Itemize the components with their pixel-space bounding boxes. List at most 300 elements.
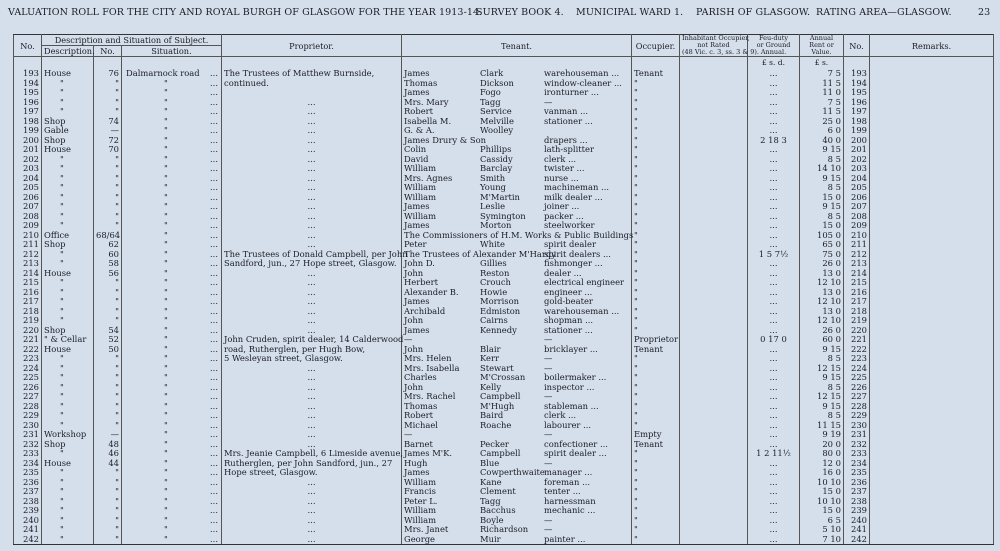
row-occupier: Tenant — [632, 440, 680, 450]
tenant-occupation: drapers ... — [544, 134, 588, 145]
tenant-forename: Isabella M. — [404, 115, 452, 126]
tenant-occupation: mechanic ... — [544, 505, 596, 515]
row-description: " — [42, 316, 94, 326]
situation-dots: ... — [210, 182, 218, 192]
tenant-occupation: gold-beater — [544, 296, 593, 306]
feu-units: £ s. d. — [748, 57, 800, 70]
row-situation — [122, 278, 222, 288]
row-situation — [122, 440, 222, 450]
row-number-right: 214 — [844, 269, 870, 279]
row-feu-duty: ... — [748, 117, 800, 127]
tenant-forename: Barnet — [404, 438, 433, 449]
row-occupier: " — [632, 459, 680, 469]
row-description: " — [42, 373, 94, 383]
row-situation — [122, 402, 222, 412]
row-remarks — [870, 335, 994, 345]
row-annual-rent: 12 10 — [800, 278, 844, 288]
row-inhabitant — [680, 297, 748, 307]
tenant-surname: Campbell — [480, 448, 521, 458]
row-street-number: 74 — [94, 117, 122, 127]
row-street-number: " — [94, 421, 122, 431]
row-description: " — [42, 250, 94, 260]
row-remarks — [870, 117, 994, 127]
row-description: " — [42, 288, 94, 298]
col-proprietor: Proprietor. — [222, 35, 402, 57]
row-feu-duty: ... — [748, 79, 800, 89]
row-number-right: 215 — [844, 278, 870, 288]
row-street-number: 44 — [94, 459, 122, 469]
tenant-surname: Smith — [480, 172, 506, 183]
tenant-occupation: tenter ... — [544, 486, 581, 496]
row-number-right: 199 — [844, 126, 870, 136]
row-situation — [122, 164, 222, 174]
situation-text: " — [164, 248, 168, 259]
row-feu-duty: ... — [748, 316, 800, 326]
row-inhabitant — [680, 478, 748, 488]
situation-text: " — [164, 495, 168, 506]
row-inhabitant — [680, 193, 748, 203]
row-situation — [122, 69, 222, 79]
tenant-occupation: nurse ... — [544, 172, 579, 183]
row-number-right: 201 — [844, 145, 870, 155]
row-remarks — [870, 449, 994, 459]
situation-dots: ... — [210, 77, 218, 88]
row-feu-duty: ... — [748, 411, 800, 421]
tenant-surname: Baird — [480, 410, 504, 420]
tenant-forename: Francis — [404, 486, 436, 496]
row-situation — [122, 335, 222, 345]
row-occupier: Tenant — [632, 69, 680, 79]
row-inhabitant — [680, 136, 748, 146]
tenant-forename: John — [404, 267, 424, 278]
situation-dots: ... — [210, 87, 218, 97]
row-tenant — [402, 468, 632, 478]
row-proprietor: ... — [222, 373, 402, 383]
situation-text: " — [164, 182, 168, 192]
tenant-occupation: boilermaker ... — [544, 372, 607, 382]
table-row — [14, 487, 994, 497]
tenant-occupation: dealer ... — [544, 267, 582, 278]
tenant-forename: John D. — [404, 258, 435, 268]
situation-text: " — [164, 514, 168, 525]
tenant-surname: Tagg — [480, 96, 501, 107]
row-situation — [122, 126, 222, 136]
row-remarks — [870, 98, 994, 108]
row-street-number: " — [94, 402, 122, 412]
row-description: Shop — [42, 240, 94, 250]
row-remarks — [870, 269, 994, 279]
row-proprietor: ... — [222, 440, 402, 450]
tenant-occupation: joiner ... — [544, 201, 580, 211]
row-street-number: " — [94, 364, 122, 374]
row-tenant — [402, 535, 632, 545]
tenant-surname: M'Martin — [480, 191, 520, 202]
row-situation — [122, 316, 222, 326]
situation-dots: ... — [210, 134, 218, 145]
valuation-roll-table — [13, 34, 994, 545]
row-description: " — [42, 487, 94, 497]
row-occupier: " — [632, 136, 680, 146]
row-description: House — [42, 145, 94, 155]
row-remarks — [870, 174, 994, 184]
row-remarks — [870, 307, 994, 317]
row-occupier: " — [632, 354, 680, 364]
row-street-number: " — [94, 383, 122, 393]
row-street-number: 58 — [94, 259, 122, 269]
row-feu-duty: ... — [748, 535, 800, 545]
row-remarks — [870, 126, 994, 136]
situation-text: " — [164, 87, 168, 97]
situation-dots: ... — [210, 305, 218, 316]
row-occupier: " — [632, 88, 680, 98]
tenant-forename: Charles — [404, 372, 437, 382]
row-annual-rent: 8 5 — [800, 212, 844, 222]
row-feu-duty: ... — [748, 183, 800, 193]
row-description: " & Cellar — [42, 335, 94, 345]
situation-dots: ... — [210, 467, 218, 477]
situation-dots: ... — [210, 410, 218, 420]
row-number-right: 237 — [844, 487, 870, 497]
situation-text: " — [164, 96, 168, 107]
row-street-number: " — [94, 468, 122, 478]
row-remarks — [870, 430, 994, 440]
tenant-surname: Reston — [480, 267, 510, 278]
row-number: 212 — [14, 250, 42, 260]
row-remarks — [870, 354, 994, 364]
tenant-surname: White — [480, 239, 506, 249]
situation-dots: ... — [210, 448, 218, 458]
situation-dots: ... — [210, 286, 218, 297]
row-number: 226 — [14, 383, 42, 393]
tenant-surname: Edmiston — [480, 305, 521, 316]
situation-dots: ... — [210, 248, 218, 259]
roll-title: VALUATION ROLL FOR THE CITY AND ROYAL BURGH OF GLASGOW FOR THE YEAR 1913-14. — [8, 7, 483, 18]
row-situation — [122, 98, 222, 108]
row-situation — [122, 250, 222, 260]
row-inhabitant — [680, 107, 748, 117]
feu-line-2: or Ground — [756, 41, 791, 49]
row-situation — [122, 117, 222, 127]
row-annual-rent: 9 19 — [800, 430, 844, 440]
row-occupier: " — [632, 402, 680, 412]
survey-book: SURVEY BOOK 4. — [476, 7, 564, 18]
row-number: 242 — [14, 535, 42, 545]
row-description: " — [42, 525, 94, 535]
row-situation — [122, 430, 222, 440]
table-row — [14, 402, 994, 412]
row-annual-rent: 12 10 — [800, 297, 844, 307]
row-description: " — [42, 478, 94, 488]
row-number: 220 — [14, 326, 42, 336]
row-number: 201 — [14, 145, 42, 155]
row-remarks — [870, 468, 994, 478]
col-tenant: Tenant. — [402, 35, 632, 57]
row-remarks — [870, 535, 994, 545]
tenant-occupation: inspector ... — [544, 381, 595, 392]
row-annual-rent: 40 0 — [800, 136, 844, 146]
row-annual-rent: 13 0 — [800, 307, 844, 317]
row-situation — [122, 383, 222, 393]
row-remarks — [870, 364, 994, 374]
tenant-occupation: fishmonger ... — [544, 258, 603, 268]
row-number-right: 234 — [844, 459, 870, 469]
row-occupier: " — [632, 411, 680, 421]
row-street-number: " — [94, 221, 122, 231]
tenant-forename: James M'K. — [404, 448, 453, 458]
situation-text: " — [164, 277, 168, 287]
row-inhabitant — [680, 240, 748, 250]
tenant-forename: James — [404, 467, 430, 477]
row-proprietor: ... — [222, 297, 402, 307]
row-number: 196 — [14, 98, 42, 108]
row-street-number: " — [94, 354, 122, 364]
row-remarks — [870, 183, 994, 193]
row-inhabitant — [680, 174, 748, 184]
situation-dots: ... — [210, 438, 218, 449]
row-number: 207 — [14, 202, 42, 212]
row-annual-rent: 6 5 — [800, 516, 844, 526]
row-situation — [122, 421, 222, 431]
row-number-right: 225 — [844, 373, 870, 383]
row-inhabitant — [680, 202, 748, 212]
row-description: " — [42, 506, 94, 516]
parish: PARISH OF GLASGOW. — [696, 7, 811, 18]
row-street-number: " — [94, 497, 122, 507]
tenant-occupation: — — [544, 353, 553, 363]
row-description: Workshop — [42, 430, 94, 440]
row-number-right: 233 — [844, 449, 870, 459]
situation-dots: ... — [210, 476, 218, 487]
situation-dots: ... — [210, 144, 218, 154]
row-number-right: 217 — [844, 297, 870, 307]
situation-dots: ... — [210, 486, 218, 496]
tenant-occupation: — — [544, 457, 553, 468]
row-annual-rent: 15 0 — [800, 487, 844, 497]
row-number: 215 — [14, 278, 42, 288]
tenant-forename: — — [404, 429, 413, 439]
row-situation — [122, 145, 222, 155]
row-remarks — [870, 202, 994, 212]
tenant-surname: Leslie — [480, 201, 506, 211]
tenant-occupation: manager ... — [544, 467, 593, 477]
situation-text: Dalmarnock road — [126, 68, 200, 78]
row-remarks — [870, 288, 994, 298]
row-occupier: " — [632, 468, 680, 478]
situation-dots: ... — [210, 258, 218, 268]
row-street-number: " — [94, 316, 122, 326]
situation-text: " — [164, 134, 168, 145]
tenant-surname: Fogo — [480, 87, 501, 97]
row-feu-duty: 1 2 11½ — [748, 449, 800, 459]
row-annual-rent: 60 0 — [800, 335, 844, 345]
row-feu-duty: ... — [748, 221, 800, 231]
row-occupier: " — [632, 392, 680, 402]
col-annual-rent — [800, 35, 844, 57]
row-number-right: 202 — [844, 155, 870, 165]
row-annual-rent: 12 15 — [800, 364, 844, 374]
row-number: 218 — [14, 307, 42, 317]
row-description: " — [42, 411, 94, 421]
row-annual-rent: 8 5 — [800, 383, 844, 393]
row-inhabitant — [680, 221, 748, 231]
tenant-occupation: foreman ... — [544, 476, 591, 487]
row-street-number: " — [94, 212, 122, 222]
row-inhabitant — [680, 440, 748, 450]
row-number-right: 242 — [844, 535, 870, 545]
situation-text: " — [164, 106, 168, 116]
tenant-forename: Colin — [404, 144, 427, 154]
row-proprietor: Hope street, Glasgow. — [222, 468, 402, 478]
row-situation — [122, 231, 222, 241]
situation-dots: ... — [210, 277, 218, 287]
row-proprietor: ... — [222, 326, 402, 336]
situation-text: " — [164, 486, 168, 496]
row-street-number: " — [94, 174, 122, 184]
row-tenant — [402, 117, 632, 127]
row-description: " — [42, 383, 94, 393]
tenant-surname: Clark — [480, 68, 504, 78]
row-number-right: 223 — [844, 354, 870, 364]
row-number: 213 — [14, 259, 42, 269]
row-proprietor: ... — [222, 212, 402, 222]
row-feu-duty: ... — [748, 278, 800, 288]
row-annual-rent: 20 0 — [800, 440, 844, 450]
row-street-number: 50 — [94, 345, 122, 355]
tenant-surname: Dickson — [480, 77, 514, 88]
tenant-forename: The Commissioners of H.M. Works & Public Buildings — [404, 229, 634, 240]
row-occupier: " — [632, 487, 680, 497]
row-annual-rent: 12 0 — [800, 459, 844, 469]
tenant-surname: Richardson — [480, 524, 529, 534]
row-tenant — [402, 421, 632, 431]
row-street-number: " — [94, 164, 122, 174]
row-number: 197 — [14, 107, 42, 117]
situation-text: " — [164, 419, 168, 430]
row-occupier: " — [632, 164, 680, 174]
row-number: 239 — [14, 506, 42, 516]
situation-text: " — [164, 448, 168, 458]
tenant-surname: Bacchus — [480, 505, 516, 515]
row-annual-rent: 14 10 — [800, 164, 844, 174]
row-situation — [122, 392, 222, 402]
row-number-right: 195 — [844, 88, 870, 98]
tenant-surname: M'Hugh — [480, 400, 515, 411]
tenant-surname: Tagg — [480, 495, 501, 506]
row-inhabitant — [680, 69, 748, 79]
row-number: 205 — [14, 183, 42, 193]
row-tenant — [402, 193, 632, 203]
tenant-surname: Pecker — [480, 438, 509, 449]
situation-text: " — [164, 533, 168, 544]
row-remarks — [870, 516, 994, 526]
row-number-right: 229 — [844, 411, 870, 421]
row-number-right: 231 — [844, 430, 870, 440]
row-feu-duty: ... — [748, 212, 800, 222]
row-annual-rent: 8 5 — [800, 354, 844, 364]
row-proprietor: ... — [222, 288, 402, 298]
rent-units: £ s. — [800, 57, 844, 70]
tenant-occupation: window-cleaner ... — [544, 77, 622, 88]
row-annual-rent: 105 0 — [800, 231, 844, 241]
row-number: 234 — [14, 459, 42, 469]
row-feu-duty: ... — [748, 88, 800, 98]
row-description: " — [42, 88, 94, 98]
tenant-surname: Young — [480, 182, 506, 192]
row-remarks — [870, 316, 994, 326]
page-header — [6, 7, 994, 21]
row-proprietor: ... — [222, 107, 402, 117]
row-number-right: 197 — [844, 107, 870, 117]
row-proprietor: ... — [222, 516, 402, 526]
tenant-forename: Mrs. Helen — [404, 353, 452, 363]
row-situation — [122, 525, 222, 535]
row-number-right: 238 — [844, 497, 870, 507]
row-proprietor: road, Rutherglen, per Hugh Bow, — [222, 345, 402, 355]
row-annual-rent: 26 0 — [800, 326, 844, 336]
row-number-right: 194 — [844, 79, 870, 89]
row-number-right: 219 — [844, 316, 870, 326]
row-inhabitant — [680, 164, 748, 174]
row-occupier: " — [632, 183, 680, 193]
situation-text: " — [164, 210, 168, 221]
row-proprietor: John Cruden, spirit dealer, 14 Calderwood — [222, 335, 402, 345]
situation-dots: ... — [210, 362, 218, 373]
row-annual-rent: 13 0 — [800, 288, 844, 298]
row-tenant — [402, 326, 632, 336]
tenant-forename: G. & A. — [404, 125, 435, 135]
row-remarks — [870, 478, 994, 488]
row-proprietor: ... — [222, 497, 402, 507]
inhabitant-line-2: not Rated — [697, 41, 730, 49]
row-occupier: " — [632, 240, 680, 250]
row-number-right: 224 — [844, 364, 870, 374]
row-number: 229 — [14, 411, 42, 421]
tenant-occupation: stableman ... — [544, 400, 599, 411]
tenant-occupation: spirit dealers ... — [544, 248, 611, 259]
tenant-occupation: — — [544, 334, 553, 344]
row-situation — [122, 183, 222, 193]
row-occupier: " — [632, 288, 680, 298]
tenant-occupation: — — [544, 96, 553, 107]
row-proprietor: ... — [222, 535, 402, 545]
situation-text: " — [164, 362, 168, 373]
row-number-right: 213 — [844, 259, 870, 269]
row-feu-duty: ... — [748, 478, 800, 488]
row-feu-duty: ... — [748, 354, 800, 364]
row-number-right: 236 — [844, 478, 870, 488]
tenant-surname: Cowperthwaite — [480, 467, 545, 477]
row-feu-duty: ... — [748, 497, 800, 507]
row-feu-duty: ... — [748, 202, 800, 212]
municipal-ward: MUNICIPAL WARD 1. — [576, 7, 684, 18]
situation-text: " — [164, 410, 168, 420]
row-occupier: " — [632, 421, 680, 431]
row-proprietor: ... — [222, 307, 402, 317]
row-remarks — [870, 497, 994, 507]
tenant-forename: Mrs. Janet — [404, 524, 449, 534]
row-occupier: " — [632, 79, 680, 89]
tenant-forename: James Drury & Son — [404, 134, 487, 145]
col-description-group: Description and Situation of Subject. — [42, 35, 222, 46]
row-description: " — [42, 174, 94, 184]
tenant-forename: John — [404, 343, 424, 354]
row-situation — [122, 373, 222, 383]
tenant-surname: Kerr — [480, 353, 499, 363]
row-street-number: 48 — [94, 440, 122, 450]
row-inhabitant — [680, 98, 748, 108]
row-occupier: " — [632, 278, 680, 288]
tenant-forename: Peter — [404, 239, 427, 249]
